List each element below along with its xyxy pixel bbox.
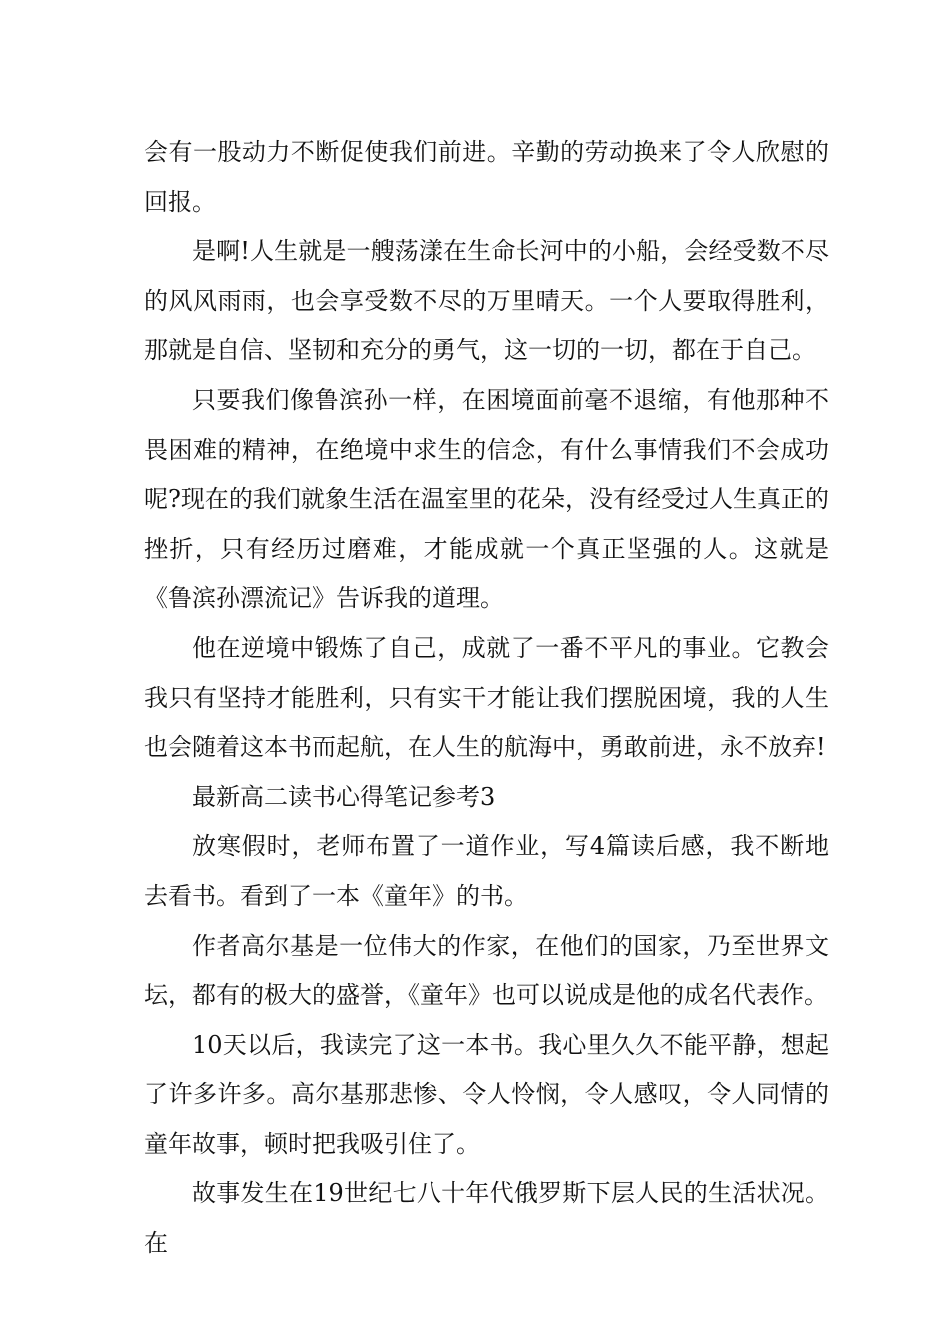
paragraph-3: 只要我们像鲁滨孙一样，在困境面前毫不退缩，有他那种不畏困难的精神，在绝境中求生的信念，有什么事情我们不会成功呢?现在的我们就象生活在温室里的花朵，没有经受过人生真正的挫折，只有经历过磨难，才能成就一个真正坚强的人。这就是《鲁滨孙漂流记》告诉我的道理。 (144, 385, 829, 613)
section-heading: 最新高二读书心得笔记参考3 (192, 782, 496, 811)
paragraph-7: 10天以后，我读完了这一本书。我心里久久不能平静，想起了许多许多。高尔基那悲惨、令人怜悯，令人感叹，令人同情的童年故事，顿时把我吸引住了。 (144, 1030, 829, 1158)
paragraph-4: 他在逆境中锻炼了自己，成就了一番不平凡的事业。它教会我只有坚持才能胜利，只有实干才能让我们摆脱困境，我的人生也会随着这本书而起航，在人生的航海中，勇敢前进，永不放弃! (144, 633, 829, 762)
paragraph-8: 故事发生在19世纪七八十年代俄罗斯下层人民的生活状况。在 (144, 1179, 829, 1258)
paragraph-2: 是啊!人生就是一艘荡漾在生命长河中的小船，会经受数不尽的风风雨雨，也会享受数不尽的万里晴天。一个人要取得胜利，那就是自信、坚韧和充分的勇气，这一切的一切，都在于自己。 (144, 237, 829, 365)
paragraph-6: 作者高尔基是一位伟大的作家，在他们的国家，乃至世界文坛，都有的极大的盛誉，《童年》也可以说成是他的成名代表作。 (144, 931, 829, 1010)
paragraph-1: 会有一股动力不断促使我们前进。辛勤的劳动换来了令人欣慰的回报。 (144, 138, 829, 216)
document-body (144, 128, 829, 1269)
paragraph-5: 放寒假时，老师布置了一道作业，写4篇读后感，我不断地去看书。看到了一本《童年》的书。 (144, 832, 829, 910)
